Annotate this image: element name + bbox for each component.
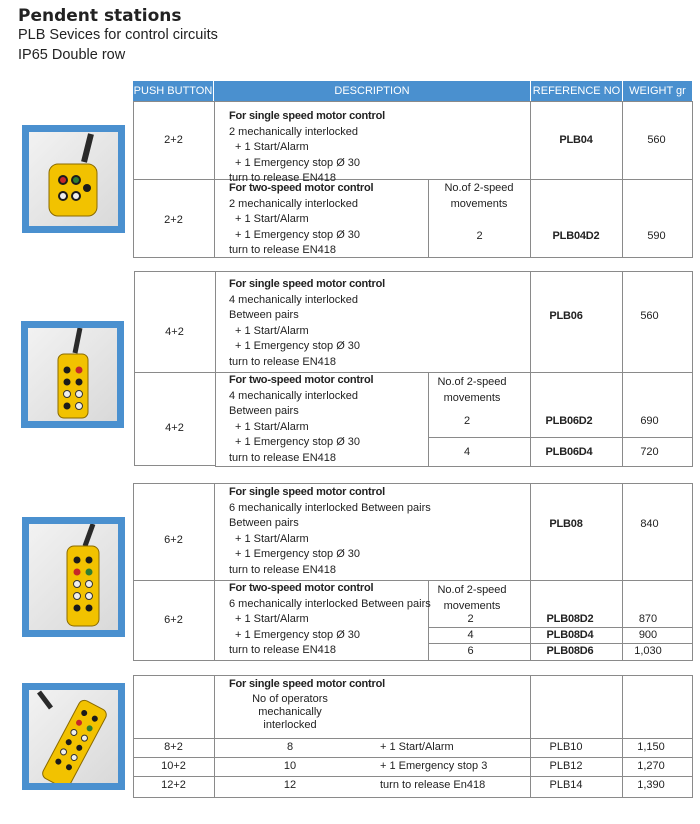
weight-value: 590	[647, 230, 666, 242]
operators-value: 12	[283, 779, 297, 791]
weight-value: 560	[640, 310, 659, 322]
operators-value: 10	[283, 760, 297, 772]
weight-value: 1,390	[637, 779, 665, 791]
weight-value: 870	[638, 613, 658, 625]
description-cell: For two-speed motor control 4 mechanically interlocked Between pairs + 1 Start/Alarm + 1 Emergency stop Ø 30 turn to release EN418	[229, 374, 374, 464]
reference-number: PLB04D2	[552, 230, 600, 242]
weight-value: 900	[638, 629, 658, 641]
push-button-value: 4+2	[165, 422, 184, 434]
description-cell: For two-speed motor control 2 mechanically interlocked + 1 Start/Alarm + 1 Emergency stop Ø 30 turn to release EN418	[229, 182, 374, 256]
description-title: For single speed motor control	[229, 678, 385, 690]
page-subtitle-2: IP65 Double row	[18, 47, 126, 63]
description-cell: For single speed motor control 6 mechanically interlocked Between pairs Between pairs + 1 Start/Alarm + 1 Emergency stop Ø 30 turn to release EN418	[229, 486, 431, 576]
reference-number: PLB12	[549, 760, 583, 772]
reference-number: PLB08D4	[546, 629, 594, 641]
pendant-photo-6-plus-2	[22, 517, 125, 637]
column-header-reference: REFERENCE NO	[531, 81, 623, 101]
weight-value: 560	[647, 134, 666, 146]
weight-value: 690	[640, 415, 659, 427]
reference-number: PLB08D2	[546, 613, 594, 625]
reference-number: PLB08D6	[546, 645, 594, 657]
movements-value: 4	[467, 629, 474, 641]
reference-number: PLB14	[549, 779, 583, 791]
movements-value: 4	[463, 446, 471, 458]
movements-value: 6	[467, 645, 474, 657]
push-button-value: 6+2	[164, 614, 183, 626]
page-title: Pendent stations	[18, 6, 182, 26]
reference-number: PLB08	[549, 518, 583, 530]
reference-number: PLB10	[549, 741, 583, 753]
push-button-value: 4+2	[165, 326, 184, 338]
movements-label: No.of 2-speed movements	[437, 376, 507, 404]
description-extra: + 1 Start/Alarm	[380, 741, 454, 753]
reference-number: PLB06D2	[545, 415, 593, 427]
column-header-push-button: PUSH BUTTON	[133, 81, 214, 101]
reference-number: PLB04	[559, 134, 593, 146]
description-cell: For two-speed motor control 6 mechanically interlocked Between pairs + 1 Start/Alarm + 1 Emergency stop Ø 30 turn to release EN418	[229, 582, 431, 656]
description-cell: For single speed motor control 2 mechanically interlocked + 1 Start/Alarm + 1 Emergency stop Ø 30 turn to release EN418	[229, 110, 385, 184]
weight-value: 720	[640, 446, 659, 458]
weight-value: 1,150	[637, 741, 665, 753]
push-button-value: 8+2	[164, 741, 183, 753]
push-button-value: 6+2	[164, 534, 183, 546]
weight-value: 1,270	[637, 760, 665, 772]
description-extra: + 1 Emergency stop 3	[380, 760, 488, 772]
movements-label: No.of 2-speed movements	[437, 584, 507, 612]
page-subtitle: PLB Sevices for control circuits	[18, 27, 218, 43]
movements-value: 2	[467, 613, 474, 625]
movements-label: No.of 2-speed movements	[444, 182, 514, 210]
movements-value: 2	[476, 230, 483, 242]
description-cell: For single speed motor control 4 mechanically interlocked Between pairs + 1 Start/Alarm + 1 Emergency stop Ø 30 turn to release EN418	[229, 278, 385, 368]
weight-value: 840	[640, 518, 659, 530]
pendant-photo-8-to-12-plus-2	[22, 683, 125, 790]
push-button-value: 12+2	[161, 779, 186, 791]
push-button-value: 2+2	[164, 214, 183, 226]
operators-label: No of operators mechanically interlocked	[252, 693, 328, 731]
description-extra: turn to release En418	[380, 779, 486, 791]
operators-value: 8	[286, 741, 294, 753]
movements-value: 2	[463, 415, 471, 427]
push-button-value: 10+2	[161, 760, 186, 772]
column-header-weight: WEIGHT gr	[623, 81, 692, 101]
pendant-photo-2-plus-2	[22, 125, 125, 233]
weight-value: 1,030	[634, 645, 662, 657]
reference-number: PLB06	[549, 310, 583, 322]
pendant-photo-4-plus-2	[21, 321, 124, 428]
push-button-value: 2+2	[164, 134, 183, 146]
column-header-description: DESCRIPTION	[214, 81, 531, 101]
reference-number: PLB06D4	[545, 446, 593, 458]
